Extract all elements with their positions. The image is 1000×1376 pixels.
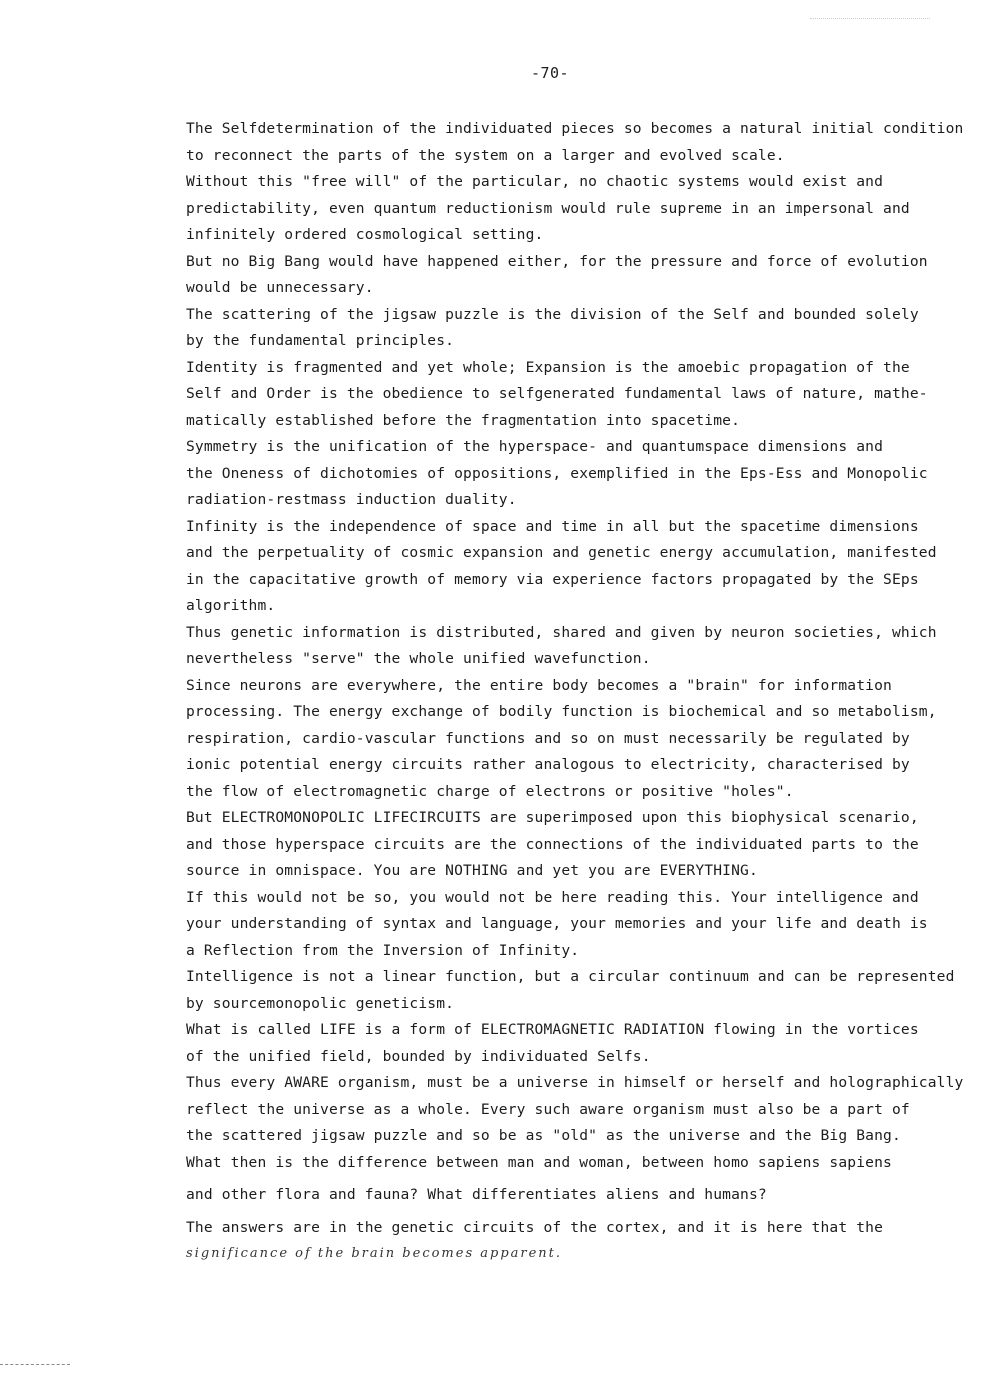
scan-edge-mark-left [0, 1364, 70, 1366]
text-line: algorithm. [186, 597, 276, 614]
text-line: Intelligence is not a linear function, but a circular continuum and can be represented [186, 968, 955, 985]
text-line: by the fundamental principles. [186, 332, 455, 349]
page-number: -70- [530, 64, 570, 82]
text-line: The scattering of the jigsaw puzzle is the division of the Self and bounded solely [186, 305, 919, 323]
text-line: radiation-restmass induction duality. [186, 491, 517, 508]
text-line: reflect the universe as a whole. Every such aware organism must also be a part of [186, 1100, 910, 1118]
text-line: Identity is fragmented and yet whole; Expansion is the amoebic propagation of the [186, 358, 910, 376]
body-text [186, 116, 964, 1268]
text-line: ionic potential energy circuits rather analogous to electricity, characterised by [186, 756, 910, 773]
text-line: infinitely ordered cosmological setting. [186, 226, 544, 243]
scan-edge-mark-top [810, 18, 930, 21]
text-line: Self and Order is the obedience to selfgenerated fundamental laws of nature, mathe- [186, 385, 928, 402]
text-line: The answers are in the genetic circuits of the cortex, and it is here that the [186, 1218, 884, 1236]
text-line: predictability, even quantum reductionism would rule supreme in an impersonal and [186, 199, 910, 217]
text-line: What then is the difference between man and woman, between homo sapiens sapiens [186, 1153, 892, 1171]
text-line: source in omnispace. You are NOTHING and yet you are EVERYTHING. [186, 862, 758, 879]
text-line: But no Big Bang would have happened either, for the pressure and force of evolution [186, 252, 928, 270]
text-line: Thus genetic information is distributed, shared and given by neuron societies, which [186, 623, 937, 641]
text-line: matically established before the fragmentation into spacetime. [186, 411, 741, 429]
handwritten-text-line: significance of the brain becomes apparent. [186, 1246, 563, 1261]
text-line: respiration, cardio-vascular functions and so on must necessarily be regulated by [186, 729, 910, 747]
text-line: of the unified field, bounded by individuated Selfs. [186, 1047, 651, 1065]
text-line: nevertheless "serve" the whole unified wavefunction. [186, 650, 651, 667]
text-line: Symmetry is the unification of the hyperspace- and quantumspace dimensions and [186, 438, 884, 455]
text-line: would be unnecessary. [186, 279, 374, 296]
text-line: your understanding of syntax and language, your memories and your life and death is [186, 915, 928, 932]
text-line: Without this "free will" of the particular, no chaotic systems would exist and [186, 173, 884, 190]
text-line: and those hyperspace circuits are the connections of the individuated parts to the [186, 835, 919, 853]
text-line: the scattered jigsaw puzzle and so be as "old" as the universe and the Big Bang. [186, 1127, 901, 1144]
text-line: to reconnect the parts of the system on a larger and evolved scale. [186, 146, 785, 164]
text-line: But ELECTROMONOPOLIC LIFECIRCUITS are superimposed upon this biophysical scenario, [186, 809, 919, 826]
text-line: in the capacitative growth of memory via experience factors propagated by the SEps [186, 570, 919, 588]
text-line: Since neurons are everywhere, the entire body becomes a "brain" for information [186, 676, 892, 694]
text-line: Infinity is the independence of space and time in all but the spacetime dimensions [186, 517, 919, 535]
text-line: The Selfdetermination of the individuated pieces so becomes a natural initial condition [186, 120, 964, 137]
text-line: the Oneness of dichotomies of oppositions, exemplified in the Eps-Ess and Monopolic [186, 464, 928, 482]
text-line: Thus every AWARE organism, must be a universe in himself or herself and holographically [186, 1074, 964, 1091]
text-line: processing. The energy exchange of bodily function is biochemical and so metabolism, [186, 703, 937, 720]
text-line: and the perpetuality of cosmic expansion and genetic energy accumulation, manifested [186, 544, 937, 561]
text-line: by sourcemonopolic geneticism. [186, 994, 455, 1012]
text-line: and other flora and fauna? What differentiates aliens and humans? [186, 1186, 767, 1203]
text-line: What is called LIFE is a form of ELECTROMAGNETIC RADIATION flowing in the vortices [186, 1021, 919, 1038]
text-line: a Reflection from the Inversion of Infinity. [186, 941, 580, 959]
text-line: the flow of electromagnetic charge of electrons or positive "holes". [186, 782, 794, 800]
text-line: If this would not be so, you would not be here reading this. Your intelligence and [186, 888, 919, 906]
